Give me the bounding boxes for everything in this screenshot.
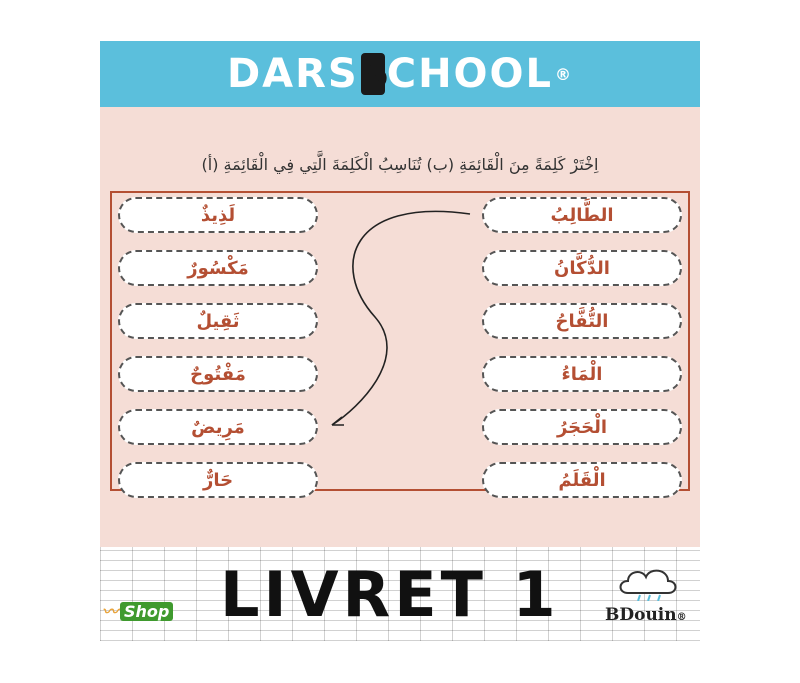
exercise-panel [100,107,700,547]
shop-logo-text: Shop [120,602,173,621]
brand-header [100,41,700,107]
publisher-name: BDouin [605,605,677,625]
matching-frame [110,191,690,491]
publisher-registered: ® [676,612,687,623]
list-a-item[interactable]: الْحَجَرُ [482,409,682,445]
list-a-item[interactable]: الدُّكَّانُ [482,250,682,286]
brand-s-mark [361,53,385,95]
instruction-text: اِخْتَرْ كَلِمَةً مِنَ الْقَائِمَةِ (ب) تُنَاسِبُ الْكَلِمَةَ الَّتِي فِي الْقَائِمَةِ (أ) [201,155,599,174]
brand-prefix: DARS [226,51,359,97]
publisher-logo [605,605,687,625]
brand-suffix: CHOOL [386,51,554,97]
booklet-title: LIVRET 1 [220,558,560,631]
cloud-icon [614,561,684,601]
list-b-item[interactable]: ثَقِيلٌ [118,303,318,339]
registered-mark: ® [555,64,574,84]
list-b-item[interactable]: مَكْسُورٌ [118,250,318,286]
shop-logo: 〰 Shop [102,599,173,622]
list-a-item[interactable]: الْمَاءُ [482,356,682,392]
list-b-item[interactable]: حَارٌّ [118,462,318,498]
list-b-item[interactable]: مَرِيضٌ [118,409,318,445]
list-a-item[interactable]: الْقَلَمُ [482,462,682,498]
footer-band [100,547,700,641]
list-b-item[interactable]: مَفْتُوحٌ [118,356,318,392]
brand-logo [227,51,573,97]
list-a-item[interactable]: الطَّالِبُ [482,197,682,233]
list-a-item[interactable]: التُّفَّاحُ [482,303,682,339]
worksheet-card [100,41,700,641]
list-b-item[interactable]: لَذِيذٌ [118,197,318,233]
